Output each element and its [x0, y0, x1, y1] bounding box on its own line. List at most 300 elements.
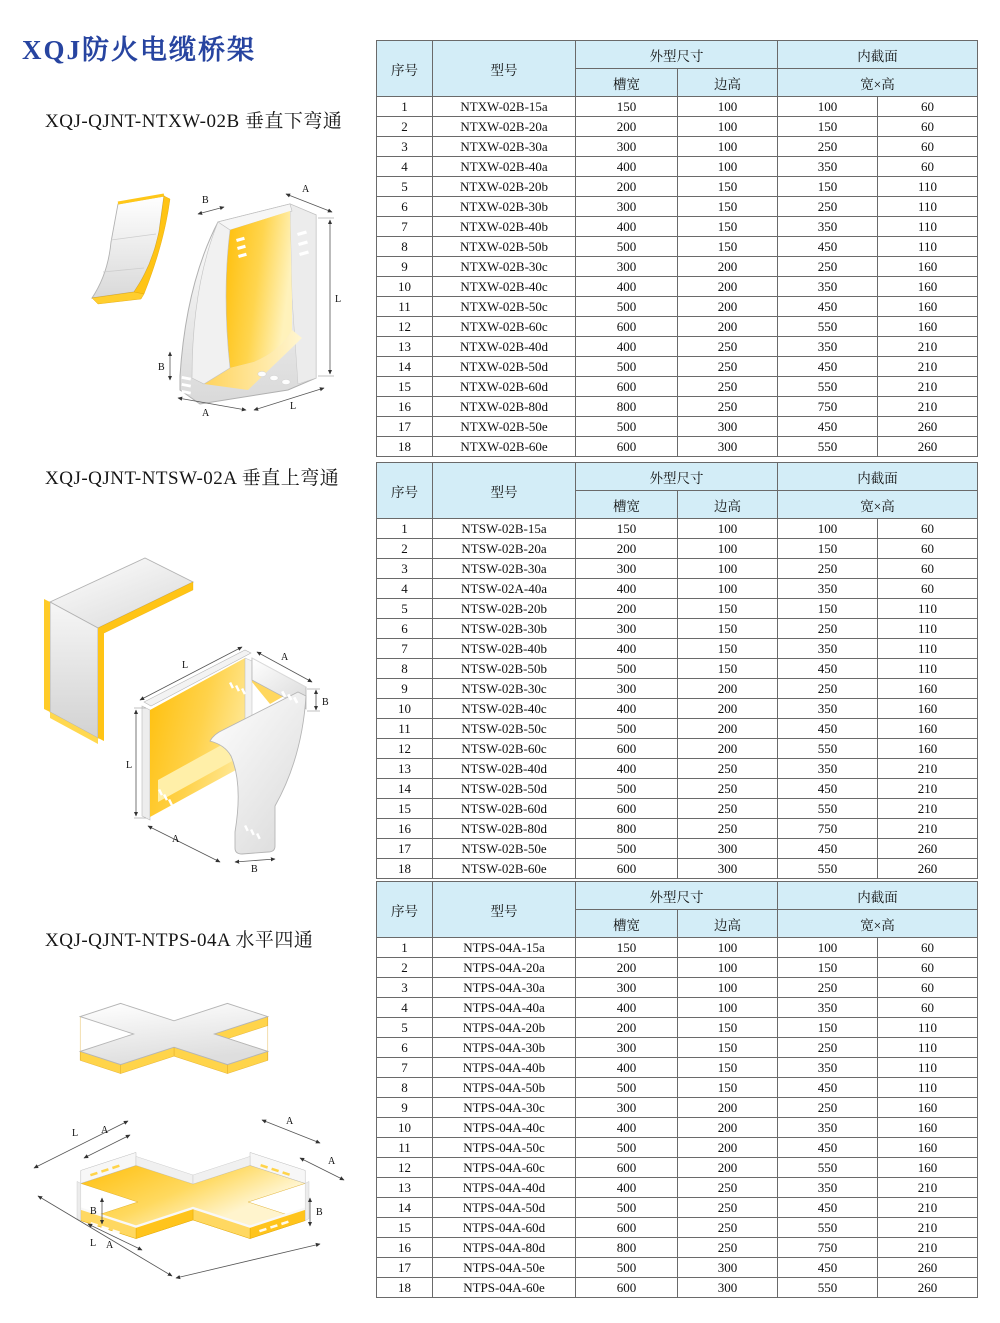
cell: 12 — [377, 739, 433, 759]
cell: 300 — [678, 839, 778, 859]
cell: 500 — [576, 297, 678, 317]
cell: 250 — [778, 1038, 878, 1058]
table-row — [377, 117, 978, 137]
table-row — [377, 1178, 978, 1198]
cell: 260 — [878, 859, 978, 879]
dim-label-l: L — [335, 294, 342, 305]
cell: 15 — [377, 799, 433, 819]
table-row — [377, 357, 978, 377]
table-row — [377, 377, 978, 397]
table-row — [377, 317, 978, 337]
cell: 7 — [377, 1058, 433, 1078]
dim-label-l: L — [290, 401, 297, 412]
cell: 600 — [576, 377, 678, 397]
cell: NTPS-04A-30c — [433, 1098, 576, 1118]
cell: NTPS-04A-50d — [433, 1198, 576, 1218]
cell: 150 — [678, 1078, 778, 1098]
table-body — [377, 938, 978, 1298]
cell: NTSW-02B-50c — [433, 719, 576, 739]
cell: 18 — [377, 859, 433, 879]
cell: NTXW-02B-50e — [433, 417, 576, 437]
cell: 300 — [576, 197, 678, 217]
cell: 4 — [377, 579, 433, 599]
cell: NTXW-02B-60d — [433, 377, 576, 397]
cell: NTPS-04A-20a — [433, 958, 576, 978]
cell: NTSW-02B-20b — [433, 599, 576, 619]
cell: 16 — [377, 819, 433, 839]
small-bend-piece — [92, 195, 170, 304]
cell: 500 — [576, 357, 678, 377]
col-model: 型号 — [433, 41, 576, 97]
cell: NTSW-02B-60e — [433, 859, 576, 879]
table-row — [377, 1278, 978, 1298]
spec-table-ntps-04a — [376, 881, 977, 1298]
cell: 110 — [878, 177, 978, 197]
cell: NTXW-02B-40b — [433, 217, 576, 237]
table-row — [377, 1158, 978, 1178]
cell: 800 — [576, 819, 678, 839]
cell: 250 — [778, 679, 878, 699]
cell: 16 — [377, 397, 433, 417]
cell: 150 — [576, 97, 678, 117]
dim-label-l: L — [126, 760, 133, 771]
cell: 550 — [778, 799, 878, 819]
cell: 350 — [778, 699, 878, 719]
col-side-height: 边高 — [678, 69, 778, 97]
cell: NTSW-02B-60c — [433, 739, 576, 759]
cell: 3 — [377, 978, 433, 998]
cell: 600 — [576, 317, 678, 337]
table-row — [377, 177, 978, 197]
cell: 60 — [878, 97, 978, 117]
cell: 400 — [576, 277, 678, 297]
cell: NTPS-04A-15a — [433, 938, 576, 958]
cell: 350 — [778, 157, 878, 177]
cell: 110 — [878, 639, 978, 659]
cell: NTXW-02B-60e — [433, 437, 576, 457]
cell: 400 — [576, 157, 678, 177]
cell: 100 — [778, 938, 878, 958]
cell: 14 — [377, 779, 433, 799]
cell: 2 — [377, 958, 433, 978]
table-row — [377, 519, 978, 539]
cell: 100 — [678, 998, 778, 1018]
cell: 250 — [678, 377, 778, 397]
cell: NTPS-04A-60e — [433, 1278, 576, 1298]
cell: 100 — [678, 117, 778, 137]
cell: 300 — [576, 137, 678, 157]
col-groove-width: 槽宽 — [576, 910, 678, 938]
table-row — [377, 619, 978, 639]
cell: NTXW-02B-30c — [433, 257, 576, 277]
cell: 250 — [678, 1178, 778, 1198]
cell: 60 — [878, 137, 978, 157]
cell: 100 — [678, 579, 778, 599]
cell: 210 — [878, 1218, 978, 1238]
cell: NTSW-02B-15a — [433, 519, 576, 539]
dim-label-b: B — [202, 195, 209, 206]
cell: 750 — [778, 397, 878, 417]
cell: 160 — [878, 257, 978, 277]
cell: 250 — [778, 1098, 878, 1118]
cell: 250 — [778, 197, 878, 217]
cell: 150 — [576, 938, 678, 958]
section-heading-horizontal-cross: XQJ-QJNT-NTPS-04A 水平四通 — [45, 930, 314, 951]
cell: 17 — [377, 417, 433, 437]
cell: 12 — [377, 317, 433, 337]
cell: 200 — [678, 277, 778, 297]
cell: 250 — [778, 137, 878, 157]
cell: 10 — [377, 277, 433, 297]
cell: NTSW-02B-40c — [433, 699, 576, 719]
table-row — [377, 819, 978, 839]
dim-label-b: B — [90, 1206, 97, 1217]
cell: 300 — [576, 1038, 678, 1058]
cell: 60 — [878, 579, 978, 599]
cell: 450 — [778, 779, 878, 799]
cell: 200 — [576, 1018, 678, 1038]
page-title: XQJ防火电缆桥架 — [22, 35, 256, 65]
cell: 200 — [678, 699, 778, 719]
cell: 150 — [678, 237, 778, 257]
table-row — [377, 1138, 978, 1158]
table-row — [377, 938, 978, 958]
cell: 17 — [377, 1258, 433, 1278]
cell: 200 — [678, 1118, 778, 1138]
dim-label-a: A — [286, 1116, 294, 1127]
cell: 150 — [678, 1038, 778, 1058]
cell: 500 — [576, 839, 678, 859]
col-outer-dim: 外型尺寸 — [576, 41, 778, 69]
cell: NTSW-02B-40d — [433, 759, 576, 779]
cell: NTPS-04A-40a — [433, 998, 576, 1018]
cell: 2 — [377, 117, 433, 137]
cell: 150 — [678, 197, 778, 217]
cell: 110 — [878, 217, 978, 237]
cell: 8 — [377, 1078, 433, 1098]
cell: 150 — [678, 217, 778, 237]
cell: 13 — [377, 1178, 433, 1198]
cell: 18 — [377, 437, 433, 457]
cell: 300 — [678, 859, 778, 879]
dim-label-b: B — [251, 864, 258, 875]
cross-cover-piece — [80, 1003, 268, 1073]
cell: NTSW-02B-20a — [433, 539, 576, 559]
cell: 60 — [878, 559, 978, 579]
cell: 500 — [576, 719, 678, 739]
cell: 550 — [778, 437, 878, 457]
cell: 600 — [576, 799, 678, 819]
cell: 10 — [377, 699, 433, 719]
cell: 400 — [576, 217, 678, 237]
cell: 450 — [778, 1258, 878, 1278]
cell: 10 — [377, 1118, 433, 1138]
cell: 200 — [576, 539, 678, 559]
cell: 200 — [576, 599, 678, 619]
table-row — [377, 719, 978, 739]
table-header — [377, 463, 978, 519]
cell: 160 — [878, 679, 978, 699]
cell: 550 — [778, 1278, 878, 1298]
cell: 260 — [878, 1258, 978, 1278]
table-row — [377, 1118, 978, 1138]
cell: 600 — [576, 1158, 678, 1178]
cell: 200 — [678, 317, 778, 337]
cell: 400 — [576, 998, 678, 1018]
table-row — [377, 559, 978, 579]
cell: 60 — [878, 998, 978, 1018]
table-header — [377, 41, 978, 97]
cell: 5 — [377, 1018, 433, 1038]
cell: 300 — [576, 1098, 678, 1118]
cell: 250 — [678, 1198, 778, 1218]
cell: 150 — [778, 599, 878, 619]
cell: NTSW-02B-50d — [433, 779, 576, 799]
cell: 260 — [878, 437, 978, 457]
cell: NTXW-02B-20b — [433, 177, 576, 197]
dim-label-a: A — [106, 1240, 114, 1251]
cell: NTPS-04A-20b — [433, 1018, 576, 1038]
dim-label-a: A — [281, 652, 289, 663]
cell: 110 — [878, 619, 978, 639]
cell: 260 — [878, 839, 978, 859]
cell: 350 — [778, 1058, 878, 1078]
cell: 400 — [576, 759, 678, 779]
cell: NTXW-02B-80d — [433, 397, 576, 417]
cell: NTPS-04A-40d — [433, 1178, 576, 1198]
cell: 250 — [678, 337, 778, 357]
cell: 210 — [878, 759, 978, 779]
col-seq: 序号 — [377, 463, 433, 519]
cell: 100 — [678, 97, 778, 117]
cell: 450 — [778, 297, 878, 317]
table-row — [377, 699, 978, 719]
col-outer-dim: 外型尺寸 — [576, 463, 778, 491]
cell: 350 — [778, 277, 878, 297]
col-width-x-height: 宽×高 — [778, 910, 978, 938]
cell: 400 — [576, 1118, 678, 1138]
down-bend-main-piece — [180, 204, 316, 404]
cell: 550 — [778, 859, 878, 879]
cell: 500 — [576, 1258, 678, 1278]
table-row — [377, 759, 978, 779]
cell: 14 — [377, 357, 433, 377]
table-row — [377, 437, 978, 457]
cell: 160 — [878, 317, 978, 337]
cell: 250 — [778, 559, 878, 579]
cell: NTSW-02B-30b — [433, 619, 576, 639]
cell: 160 — [878, 719, 978, 739]
cell: 60 — [878, 958, 978, 978]
cell: NTPS-04A-30a — [433, 978, 576, 998]
cell: 100 — [678, 539, 778, 559]
table-row — [377, 739, 978, 759]
cell: 400 — [576, 1178, 678, 1198]
cell: 16 — [377, 1238, 433, 1258]
cell: 400 — [576, 337, 678, 357]
cell: 150 — [678, 599, 778, 619]
cell: 600 — [576, 739, 678, 759]
cell: 500 — [576, 417, 678, 437]
cell: 750 — [778, 1238, 878, 1258]
cell: 160 — [878, 1138, 978, 1158]
table-row — [377, 1078, 978, 1098]
cell: 160 — [878, 1098, 978, 1118]
cell: 110 — [878, 1078, 978, 1098]
cell: NTSW-02B-30c — [433, 679, 576, 699]
cell: 600 — [576, 437, 678, 457]
cell: 450 — [778, 1078, 878, 1098]
cell: NTSW-02B-40b — [433, 639, 576, 659]
cell: 300 — [576, 679, 678, 699]
cell: 100 — [678, 157, 778, 177]
cell: 350 — [778, 217, 878, 237]
cell: 200 — [678, 719, 778, 739]
cell: NTXW-02B-50d — [433, 357, 576, 377]
cell: NTSW-02B-50e — [433, 839, 576, 859]
cell: 550 — [778, 1158, 878, 1178]
cell: 210 — [878, 1198, 978, 1218]
cell: NTPS-04A-30b — [433, 1038, 576, 1058]
col-inner-section: 内截面 — [778, 463, 978, 491]
table-row — [377, 799, 978, 819]
cell: 210 — [878, 337, 978, 357]
table-row — [377, 1098, 978, 1118]
dim-label-l: L — [72, 1128, 79, 1139]
cell: 1 — [377, 97, 433, 117]
cell: 500 — [576, 1078, 678, 1098]
dim-label-b: B — [316, 1207, 323, 1218]
cell: 110 — [878, 659, 978, 679]
cell: 350 — [778, 998, 878, 1018]
cell: 1 — [377, 938, 433, 958]
diagram-vertical-up-bend — [30, 540, 360, 875]
col-side-height: 边高 — [678, 491, 778, 519]
cell: 4 — [377, 157, 433, 177]
cell: 110 — [878, 599, 978, 619]
table-row — [377, 998, 978, 1018]
table-row — [377, 1018, 978, 1038]
table-row — [377, 958, 978, 978]
cell: 150 — [778, 958, 878, 978]
table-row — [377, 97, 978, 117]
col-seq: 序号 — [377, 882, 433, 938]
cell: NTXW-02B-50b — [433, 237, 576, 257]
cell: 750 — [778, 819, 878, 839]
cell: NTPS-04A-60c — [433, 1158, 576, 1178]
cell: 9 — [377, 257, 433, 277]
cell: 150 — [678, 177, 778, 197]
cell: 150 — [576, 519, 678, 539]
cell: 100 — [678, 519, 778, 539]
cell: 60 — [878, 519, 978, 539]
cell: 150 — [778, 1018, 878, 1038]
table-body — [377, 97, 978, 457]
cell: 500 — [576, 1198, 678, 1218]
cell: 250 — [678, 759, 778, 779]
spec-table-ntsw-02a — [376, 462, 977, 879]
cell: 13 — [377, 337, 433, 357]
cell: 14 — [377, 1198, 433, 1218]
cell: NTSW-02A-40a — [433, 579, 576, 599]
col-model: 型号 — [433, 463, 576, 519]
cell: 60 — [878, 938, 978, 958]
cell: 9 — [377, 1098, 433, 1118]
cell: 110 — [878, 1018, 978, 1038]
cell: 500 — [576, 659, 678, 679]
cell: 600 — [576, 1278, 678, 1298]
col-inner-section: 内截面 — [778, 41, 978, 69]
cell: 3 — [377, 559, 433, 579]
cell: NTSW-02B-50b — [433, 659, 576, 679]
cell: 350 — [778, 579, 878, 599]
cell: 3 — [377, 137, 433, 157]
cell: NTXW-02B-30a — [433, 137, 576, 157]
cell: 100 — [678, 137, 778, 157]
table-header — [377, 882, 978, 938]
dim-label-a: A — [302, 184, 310, 195]
section-heading-vertical-up-bend: XQJ-QJNT-NTSW-02A 垂直上弯通 — [45, 468, 340, 489]
cell: 250 — [778, 257, 878, 277]
table-row — [377, 397, 978, 417]
cell: 110 — [878, 197, 978, 217]
table-row — [377, 217, 978, 237]
cell: 300 — [678, 417, 778, 437]
cell: 7 — [377, 217, 433, 237]
cell: 150 — [778, 117, 878, 137]
cell: 11 — [377, 297, 433, 317]
cell: 8 — [377, 237, 433, 257]
cell: 150 — [678, 659, 778, 679]
cell: 12 — [377, 1158, 433, 1178]
cell: 17 — [377, 839, 433, 859]
table-row — [377, 1258, 978, 1278]
cell: 450 — [778, 1138, 878, 1158]
cell: 13 — [377, 759, 433, 779]
cell: 4 — [377, 998, 433, 1018]
cell: 1 — [377, 519, 433, 539]
cell: 6 — [377, 197, 433, 217]
cell: 250 — [678, 357, 778, 377]
cell: NTPS-04A-60d — [433, 1218, 576, 1238]
table-row — [377, 277, 978, 297]
table-row — [377, 1238, 978, 1258]
cell: 150 — [778, 539, 878, 559]
cell: 160 — [878, 1118, 978, 1138]
col-seq: 序号 — [377, 41, 433, 97]
cell: NTSW-02B-80d — [433, 819, 576, 839]
cell: 60 — [878, 539, 978, 559]
diagram-vertical-down-bend — [40, 178, 370, 420]
cell: 210 — [878, 357, 978, 377]
cell: NTXW-02B-50c — [433, 297, 576, 317]
cell: 60 — [878, 117, 978, 137]
table-row — [377, 779, 978, 799]
cell: 15 — [377, 1218, 433, 1238]
table-row — [377, 237, 978, 257]
cell: 11 — [377, 1138, 433, 1158]
diagram-horizontal-cross — [28, 972, 363, 1307]
cell: 150 — [778, 177, 878, 197]
cell: NTPS-04A-40b — [433, 1058, 576, 1078]
cell: 450 — [778, 417, 878, 437]
cell: NTXW-02B-40a — [433, 157, 576, 177]
cell: NTXW-02B-40c — [433, 277, 576, 297]
table-row — [377, 1038, 978, 1058]
cell: 210 — [878, 1238, 978, 1258]
cell: NTPS-04A-50e — [433, 1258, 576, 1278]
table-row — [377, 978, 978, 998]
